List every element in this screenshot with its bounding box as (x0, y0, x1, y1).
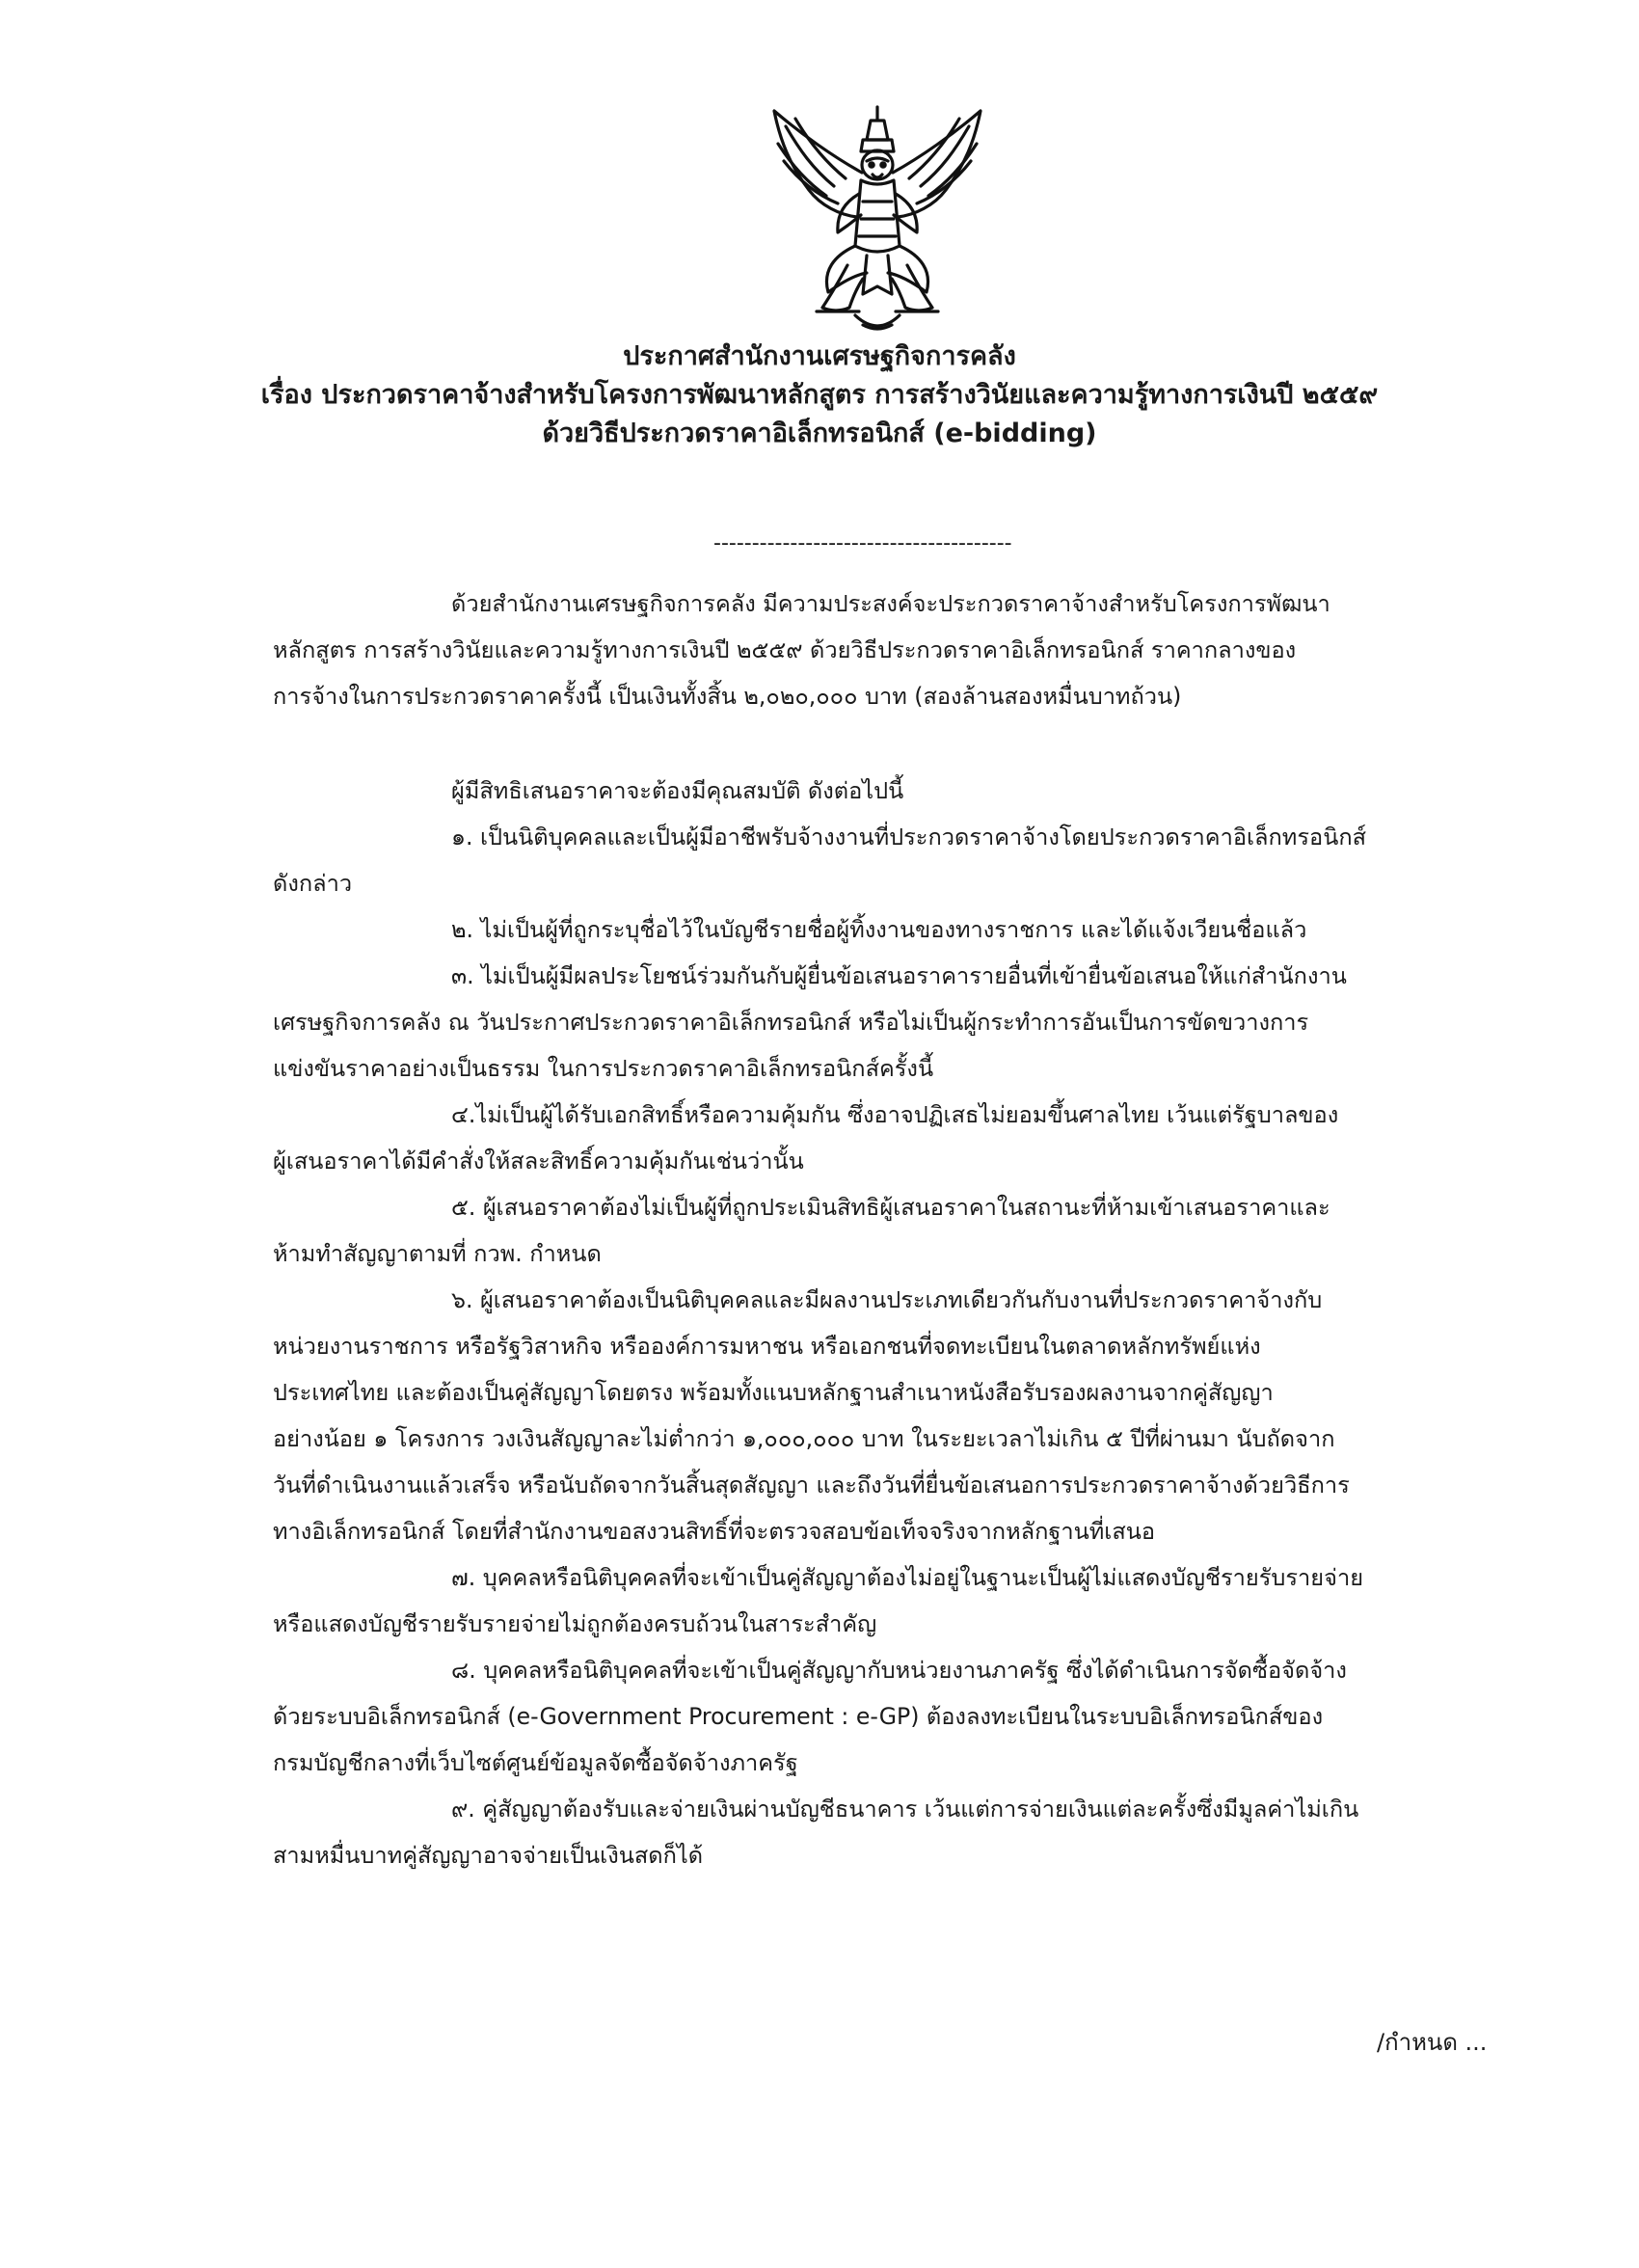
qualification-item (273, 1554, 1517, 1647)
qualification-item-line: อย่างน้อย ๑ โครงการ วงเงินสัญญาละไม่ต่ำกว่า ๑,๐๐๐,๐๐๐ บาท ในระยะเวลาไม่เกิน ๕ ปีที่ผ่านมา นับถัดจาก (273, 1425, 1335, 1452)
qualifications-section (273, 768, 1517, 1878)
qualification-item (273, 814, 1517, 906)
document-heading (154, 338, 1485, 453)
qualification-item-line: ทางอิเล็กทรอนิกส์ โดยที่สำนักงานขอสงวนสิทธิ์ที่จะตรวจสอบข้อเท็จจริงจากหลักฐานที่เสนอ (273, 1518, 1156, 1545)
qualification-item (273, 1092, 1517, 1184)
qualification-item-line: วันที่ดำเนินงานแล้วเสร็จ หรือนับถัดจากวันสิ้นสุดสัญญา และถึงวันที่ยื่นข้อเสนอการประกวดราคาจ้างด้วยวิธีการ (273, 1472, 1350, 1498)
qualification-item-line: ด้วยระบบอิเล็กทรอนิกส์ (e-Government Procurement : e-GP) ต้องลงทะเบียนในระบบอิเล็กทรอนิกส์ของ (273, 1703, 1324, 1730)
qualification-item-line: ๙. คู่สัญญาต้องรับและจ่ายเงินผ่านบัญชีธนาคาร เว้นแต่การจ่ายเงินแต่ละครั้งซึ่งมีมูลค่าไม่เกิน (451, 1796, 1359, 1822)
qualification-item-line: ๔.ไม่เป็นผู้ได้รับเอกสิทธิ์หรือความคุ้มกัน ซึ่งอาจปฏิเสธไม่ยอมขึ้นศาลไทย เว้นแต่รัฐบาลของ (451, 1101, 1339, 1128)
qualification-item (273, 1647, 1517, 1786)
qualification-item-line: หน่วยงานราชการ หรือรัฐวิสาหกิจ หรือองค์การมหาชน หรือเอกชนที่จดทะเบียนในตลาดหลักทรัพย์แห่ง (273, 1333, 1261, 1360)
qualification-item-line: ๓. ไม่เป็นผู้มีผลประโยชน์ร่วมกันกับผู้ยื่นข้อเสนอราคารายอื่นที่เข้ายื่นข้อเสนอให้แก่สำนักงาน (451, 962, 1347, 989)
intro-line: ด้วยสำนักงานเศรษฐกิจการคลัง มีความประสงค์จะประกวดราคาจ้างสำหรับโครงการพัฒนา (451, 590, 1330, 617)
page-continuation: /กำหนด ... (1377, 2029, 1488, 2056)
qualification-item (273, 953, 1517, 1092)
qualification-heading: ผู้มีสิทธิเสนอราคาจะต้องมีคุณสมบัติ ดังต่อไปนี้ (451, 777, 904, 804)
heading-agency: ประกาศสำนักงานเศรษฐกิจการคลัง (623, 341, 1016, 371)
intro-paragraph (273, 580, 1517, 719)
qualification-item (273, 1277, 1517, 1554)
intro-line: การจ้างในการประกวดราคาครั้งนี้ เป็นเงินทั้งสิ้น ๒,๐๒๐,๐๐๐ บาท (สองล้านสองหมื่นบาทถ้วน) (273, 683, 1182, 710)
qualification-item-line: ห้ามทำสัญญาตามที่ กวพ. กำหนด (273, 1240, 602, 1267)
qualification-item-line: ดังกล่าว (273, 870, 353, 897)
qualification-item (273, 1184, 1517, 1277)
heading-divider: --------------------------------------- (713, 531, 1012, 555)
qualification-item-line: แข่งขันราคาอย่างเป็นธรรม ในการประกวดราคาอิเล็กทรอนิกส์ครั้งนี้ (273, 1055, 934, 1082)
qualification-item-line: หรือแสดงบัญชีรายรับรายจ่ายไม่ถูกต้องครบถ้วนในสาระสำคัญ (273, 1610, 877, 1637)
garuda-emblem-icon (766, 101, 988, 338)
intro-line: หลักสูตร การสร้างวินัยและความรู้ทางการเงินปี ๒๕๕๙ ด้วยวิธีประกวดราคาอิเล็กทรอนิกส์ ราคากลางของ (273, 636, 1297, 663)
heading-method: ด้วยวิธีประกวดราคาอิเล็กทรอนิกส์ (e-bidding) (542, 418, 1097, 448)
qualification-item-line: ประเทศไทย และต้องเป็นคู่สัญญาโดยตรง พร้อมทั้งแนบหลักฐานสำเนาหนังสือรับรองผลงานจากคู่สัญญา (273, 1379, 1274, 1406)
heading-subject: เรื่อง ประกวดราคาจ้างสำหรับโครงการพัฒนาหลักสูตร การสร้างวินัยและความรู้ทางการเงินปี ๒๕๕๙ (260, 380, 1379, 410)
qualification-item-line: ๑. เป็นนิติบุคคลและเป็นผู้มีอาชีพรับจ้างงานที่ประกวดราคาจ้างโดยประกวดราคาอิเล็กทรอนิกส์ (451, 824, 1367, 850)
qualification-item-line: ผู้เสนอราคาได้มีคำสั่งให้สละสิทธิ์ความคุ้มกันเช่นว่านั้น (273, 1148, 804, 1174)
qualification-list (273, 814, 1517, 1878)
qualification-item-line: สามหมื่นบาทคู่สัญญาอาจจ่ายเป็นเงินสดก็ได้ (273, 1842, 704, 1869)
qualification-item-line: ๒. ไม่เป็นผู้ที่ถูกระบุชื่อไว้ในบัญชีรายชื่อผู้ทิ้งงานของทางราชการ และได้แจ้งเวียนชื่อแล้ว (451, 916, 1307, 943)
qualification-item-line: กรมบัญชีกลางที่เว็บไซต์ศูนย์ข้อมูลจัดซื้อจัดจ้างภาครัฐ (273, 1749, 798, 1776)
qualification-item (273, 1786, 1517, 1878)
qualification-item-line: ๖. ผู้เสนอราคาต้องเป็นนิติบุคคลและมีผลงานประเภทเดียวกันกับงานที่ประกวดราคาจ้างกับ (451, 1286, 1323, 1313)
qualification-item-line: ๗. บุคคลหรือนิติบุคคลที่จะเข้าเป็นคู่สัญญาต้องไม่อยู่ในฐานะเป็นผู้ไม่แสดงบัญชีรายรับรายจ่าย (451, 1564, 1364, 1591)
qualification-item (273, 906, 1517, 953)
qualification-item-line: ๕. ผู้เสนอราคาต้องไม่เป็นผู้ที่ถูกประเมินสิทธิผู้เสนอราคาในสถานะที่ห้ามเข้าเสนอราคาและ (451, 1194, 1330, 1221)
qualification-item-line: เศรษฐกิจการคลัง ณ วันประกาศประกวดราคาอิเล็กทรอนิกส์ หรือไม่เป็นผู้กระทำการอันเป็นการขัดขวางการ (273, 1009, 1309, 1036)
qualification-item-line: ๘. บุคคลหรือนิติบุคคลที่จะเข้าเป็นคู่สัญญากับหน่วยงานภาครัฐ ซึ่งได้ดำเนินการจัดซื้อจัดจ้าง (451, 1657, 1347, 1684)
